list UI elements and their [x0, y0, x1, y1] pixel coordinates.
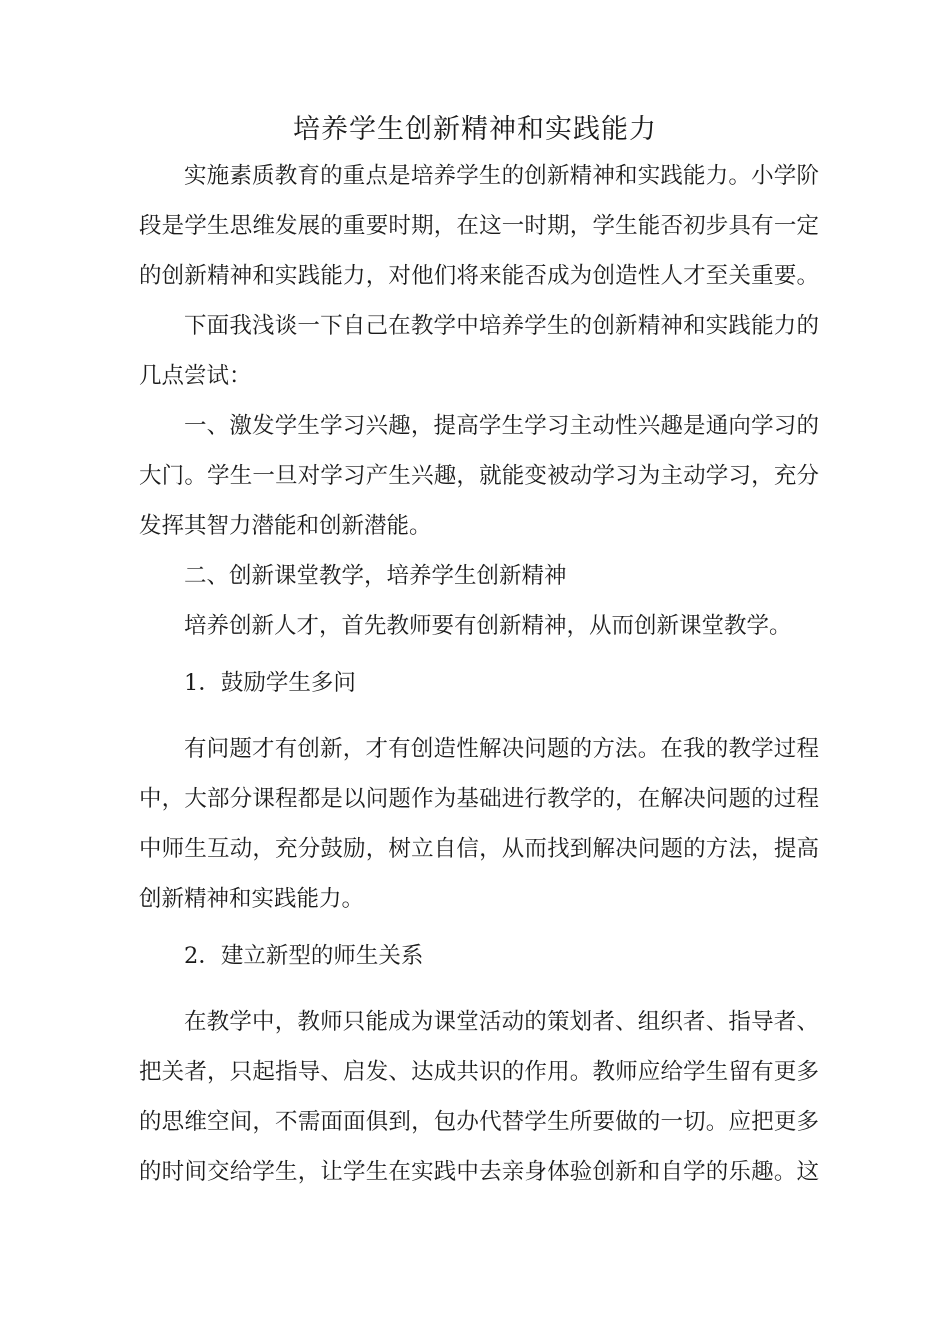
paragraph-line: 的时间交给学生，让学生在实践中去亲身体验创新和自学的乐趣。这 — [139, 1159, 819, 1185]
paragraph-line: 创新精神和实践能力。 — [139, 886, 365, 912]
section-heading: 二、创新课堂教学，培养学生创新精神 — [184, 563, 567, 589]
paragraph-line: 的思维空间，不需面面俱到，包办代替学生所要做的一切。应把更多 — [139, 1109, 819, 1135]
subsection-heading: 1．鼓励学生多问 — [184, 670, 356, 696]
paragraph-line: 几点尝试： — [139, 363, 252, 389]
paragraph-line: 中师生互动，充分鼓励，树立自信，从而找到解决问题的方法，提高 — [139, 836, 819, 862]
paragraph-line: 发挥其智力潜能和创新潜能。 — [139, 513, 432, 539]
paragraph-line: 把关者，只起指导、启发、达成共识的作用。教师应给学生留有更多 — [139, 1059, 819, 1085]
paragraph-line: 有问题才有创新，才有创造性解决问题的方法。在我的教学过程 — [184, 736, 819, 762]
paragraph-line: 培养创新人才，首先教师要有创新精神，从而创新课堂教学。 — [184, 613, 792, 639]
paragraph-line: 下面我浅谈一下自己在教学中培养学生的创新精神和实践能力的 — [184, 313, 819, 339]
paragraph-line: 在教学中，教师只能成为课堂活动的策划者、组织者、指导者、 — [184, 1009, 819, 1035]
document-title: 培养学生创新精神和实践能力 — [293, 114, 657, 145]
paragraph-line: 实施素质教育的重点是培养学生的创新精神和实践能力。小学阶 — [184, 163, 819, 189]
paragraph-line: 中，大部分课程都是以问题作为基础进行教学的，在解决问题的过程 — [139, 786, 819, 812]
paragraph-line: 段是学生思维发展的重要时期，在这一时期，学生能否初步具有一定 — [139, 213, 819, 239]
paragraph-line: 大门。学生一旦对学习产生兴趣，就能变被动学习为主动学习，充分 — [139, 463, 819, 489]
paragraph-line: 一、激发学生学习兴趣，提高学生学习主动性兴趣是通向学习的 — [184, 413, 819, 439]
paragraph-line: 的创新精神和实践能力，对他们将来能否成为创造性人才至关重要。 — [139, 263, 819, 289]
subsection-heading: 2．建立新型的师生关系 — [184, 943, 424, 969]
